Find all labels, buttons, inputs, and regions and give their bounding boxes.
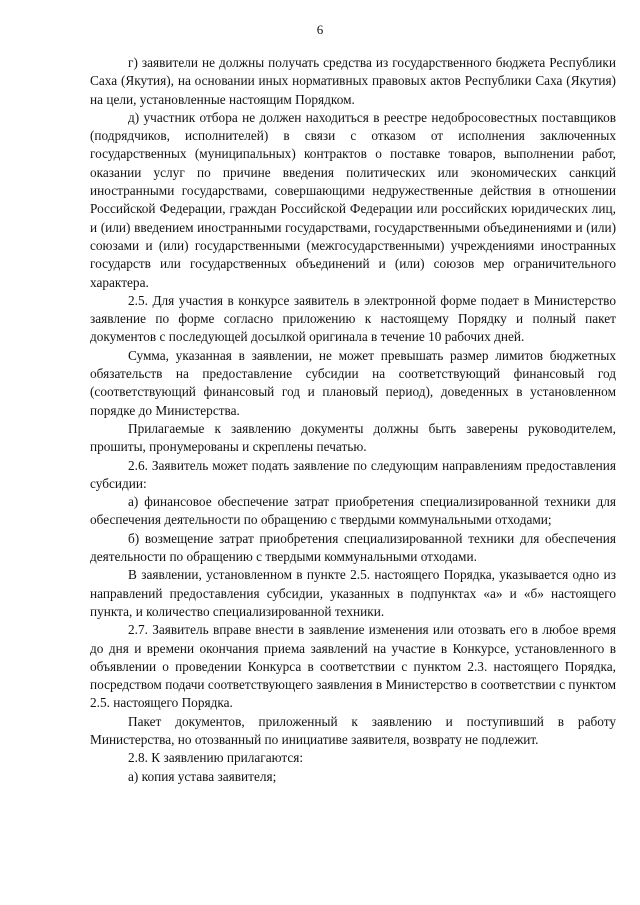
- paragraph-documents-not-returned: Пакет документов, приложенный к заявлению и поступивший в работу Министерства, но отозванный по инициативе заявителя, возврату не подлежит.: [90, 713, 616, 747]
- paragraph-2-6-directions: 2.6. Заявитель может подать заявление по следующим направлениям предоставления субсидии:: [90, 457, 616, 491]
- paragraph-2-8-attachments: 2.8. К заявлению прилагаются:: [128, 750, 304, 766]
- paragraph-a-charter-copy: а) копия устава заявителя;: [128, 768, 277, 784]
- paragraph-d-supplier-registry: д) участник отбора не должен находиться в реестре недобросовестных поставщиков (подрядчиков, исполнителей) в связи с отказом от исполнения заключенных государственных (муниципальных) контрактов о поставке товаров, выполнении работ, оказании услуг по причине введения политических или экономических санкций иностранными государствами, совершающими недружественные действия в отношении Российской Федерации, граждан Российской Федерации или российских юридических лиц, и (или) введением иностранными государствами, государственными объединениями и (или) союзами и (или) государственными (межгосударственными) учреждениями иностранных государств или государственных объединений и (или) союзов мер ограничительного характера.: [90, 109, 616, 290]
- page-number: 6: [316, 22, 324, 37]
- paragraph-attached-documents: Прилагаемые к заявлению документы должны быть заверены руководителем, прошиты, пронумерованы и скреплены печатью.: [90, 420, 616, 455]
- paragraph-g-budget-funds: г) заявители не должны получать средства из государственного бюджета Республики Саха (Якутия), на основании иных нормативных правовых актов Республики Саха (Якутия) на цели, установленные настоящим Порядком.: [90, 55, 616, 107]
- paragraph-a-financing: а) финансовое обеспечение затрат приобретения специализированной техники для обеспечения деятельности по обращению с твердыми коммунальными отходами;: [90, 494, 616, 528]
- paragraph-application-content: В заявлении, установленном в пункте 2.5. настоящего Порядка, указывается одно из направлений предоставления субсидии, указанных в подпунктах «а» и «б» настоящего пункта, и количество специализированной техники.: [90, 567, 616, 619]
- paragraph-2-5-application: 2.5. Для участия в конкурсе заявитель в электронной форме подает в Министерство заявление по форме согласно приложению к настоящему Порядку и полный пакет документов с последующей досылкой оригинала в течение 10 рабочих дней.: [90, 292, 616, 345]
- paragraph-2-7-changes: 2.7. Заявитель вправе внести в заявление изменения или отозвать его в любое время до дня и времени окончания приема заявлений на участие в Конкурсе, установленного в объявлении о проведении Конкурса в соответствии с пунктом 2.3. настоящего Порядка, посредством подачи соответствующего заявления в Министерство в соответствии с пунктом 2.5. настоящего Порядка.: [90, 622, 616, 711]
- paragraph-b-reimbursement: б) возмещение затрат приобретения специализированной техники для обеспечения деятельности по обращению с твердыми коммунальными отходами.: [90, 530, 616, 565]
- paragraph-application-amount: Сумма, указанная в заявлении, не может превышать размер лимитов бюджетных обязательств на предоставление субсидии на соответствующий финансовый год (соответствующий финансовый год и плановый период), доведенных в установленном порядке до Министерства.: [90, 347, 616, 418]
- document-body: [90, 54, 616, 786]
